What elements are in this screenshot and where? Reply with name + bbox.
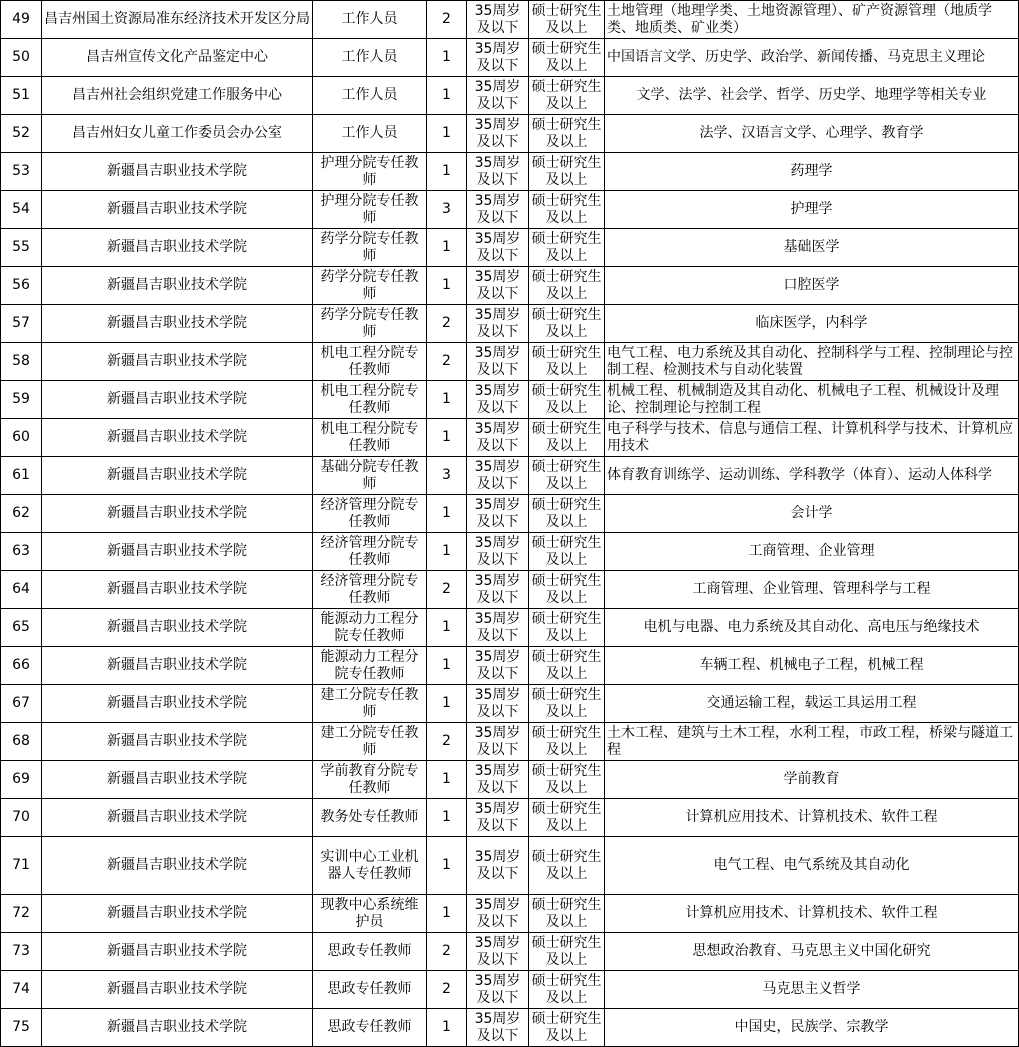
age-requirement: 35周岁及以下 xyxy=(467,1009,529,1047)
table-row xyxy=(1,419,1019,457)
position-title: 能源动力工程分院专任教师 xyxy=(313,647,427,685)
education-requirement: 硕士研究生及以上 xyxy=(529,191,605,229)
table-row xyxy=(1,761,1019,799)
employer-unit: 新疆昌吉职业技术学院 xyxy=(42,761,313,799)
hiring-count: 2 xyxy=(427,305,467,343)
hiring-count: 1 xyxy=(427,381,467,419)
major-requirement: 土地管理（地理学类、土地资源管理）、矿产资源管理（地质学类、地质类、矿业类） xyxy=(605,1,1019,39)
education-requirement: 硕士研究生及以上 xyxy=(529,1009,605,1047)
age-requirement: 35周岁及以下 xyxy=(467,267,529,305)
employer-unit: 新疆昌吉职业技术学院 xyxy=(42,153,313,191)
employer-unit: 新疆昌吉职业技术学院 xyxy=(42,267,313,305)
age-requirement: 35周岁及以下 xyxy=(467,419,529,457)
hiring-count: 1 xyxy=(427,115,467,153)
row-number: 68 xyxy=(1,723,42,761)
table-row xyxy=(1,1009,1019,1047)
major-requirement: 法学、汉语言文学、心理学、教育学 xyxy=(605,115,1019,153)
age-requirement: 35周岁及以下 xyxy=(467,895,529,933)
age-requirement: 35周岁及以下 xyxy=(467,153,529,191)
hiring-count: 1 xyxy=(427,685,467,723)
row-number: 75 xyxy=(1,1009,42,1047)
position-title: 经济管理分院专任教师 xyxy=(313,571,427,609)
position-title: 工作人员 xyxy=(313,77,427,115)
employer-unit: 昌吉州国土资源局准东经济技术开发区分局 xyxy=(42,1,313,39)
hiring-count: 1 xyxy=(427,895,467,933)
education-requirement: 硕士研究生及以上 xyxy=(529,495,605,533)
major-requirement: 药理学 xyxy=(605,153,1019,191)
education-requirement: 硕士研究生及以上 xyxy=(529,305,605,343)
employer-unit: 新疆昌吉职业技术学院 xyxy=(42,229,313,267)
table-row xyxy=(1,685,1019,723)
education-requirement: 硕士研究生及以上 xyxy=(529,571,605,609)
employer-unit: 昌吉州社会组织党建工作服务中心 xyxy=(42,77,313,115)
table-row xyxy=(1,39,1019,77)
hiring-count: 1 xyxy=(427,153,467,191)
table-body xyxy=(1,1,1019,1047)
position-title: 能源动力工程分院专任教师 xyxy=(313,609,427,647)
education-requirement: 硕士研究生及以上 xyxy=(529,799,605,837)
table-row xyxy=(1,533,1019,571)
hiring-count: 1 xyxy=(427,419,467,457)
hiring-count: 1 xyxy=(427,1009,467,1047)
table-row xyxy=(1,153,1019,191)
employer-unit: 新疆昌吉职业技术学院 xyxy=(42,1009,313,1047)
hiring-count: 1 xyxy=(427,761,467,799)
position-title: 经济管理分院专任教师 xyxy=(313,533,427,571)
table-row xyxy=(1,1,1019,39)
position-title: 基础分院专任教师 xyxy=(313,457,427,495)
row-number: 60 xyxy=(1,419,42,457)
employer-unit: 新疆昌吉职业技术学院 xyxy=(42,571,313,609)
row-number: 64 xyxy=(1,571,42,609)
position-title: 机电工程分院专任教师 xyxy=(313,381,427,419)
table-row xyxy=(1,305,1019,343)
employer-unit: 新疆昌吉职业技术学院 xyxy=(42,647,313,685)
age-requirement: 35周岁及以下 xyxy=(467,837,529,895)
table-row xyxy=(1,495,1019,533)
table-row xyxy=(1,77,1019,115)
table-row xyxy=(1,723,1019,761)
major-requirement: 文学、法学、社会学、哲学、历史学、地理学等相关专业 xyxy=(605,77,1019,115)
hiring-count: 1 xyxy=(427,609,467,647)
table-row xyxy=(1,837,1019,895)
major-requirement: 口腔医学 xyxy=(605,267,1019,305)
employer-unit: 新疆昌吉职业技术学院 xyxy=(42,837,313,895)
table-row xyxy=(1,609,1019,647)
table-row xyxy=(1,895,1019,933)
education-requirement: 硕士研究生及以上 xyxy=(529,723,605,761)
position-title: 建工分院专任教师 xyxy=(313,723,427,761)
age-requirement: 35周岁及以下 xyxy=(467,609,529,647)
education-requirement: 硕士研究生及以上 xyxy=(529,761,605,799)
major-requirement: 电气工程、电气系统及其自动化 xyxy=(605,837,1019,895)
employer-unit: 新疆昌吉职业技术学院 xyxy=(42,971,313,1009)
hiring-count: 3 xyxy=(427,457,467,495)
age-requirement: 35周岁及以下 xyxy=(467,1,529,39)
education-requirement: 硕士研究生及以上 xyxy=(529,895,605,933)
education-requirement: 硕士研究生及以上 xyxy=(529,343,605,381)
position-title: 药学分院专任教师 xyxy=(313,305,427,343)
employer-unit: 新疆昌吉职业技术学院 xyxy=(42,191,313,229)
hiring-count: 2 xyxy=(427,971,467,1009)
table-row xyxy=(1,799,1019,837)
age-requirement: 35周岁及以下 xyxy=(467,305,529,343)
hiring-count: 1 xyxy=(427,837,467,895)
hiring-count: 2 xyxy=(427,343,467,381)
position-title: 机电工程分院专任教师 xyxy=(313,419,427,457)
row-number: 71 xyxy=(1,837,42,895)
position-title: 经济管理分院专任教师 xyxy=(313,495,427,533)
row-number: 69 xyxy=(1,761,42,799)
row-number: 61 xyxy=(1,457,42,495)
major-requirement: 计算机应用技术、计算机技术、软件工程 xyxy=(605,895,1019,933)
education-requirement: 硕士研究生及以上 xyxy=(529,153,605,191)
major-requirement: 车辆工程、机械电子工程，机械工程 xyxy=(605,647,1019,685)
hiring-count: 2 xyxy=(427,1,467,39)
row-number: 52 xyxy=(1,115,42,153)
table-row xyxy=(1,381,1019,419)
major-requirement: 工商管理、企业管理 xyxy=(605,533,1019,571)
row-number: 53 xyxy=(1,153,42,191)
position-title: 建工分院专任教师 xyxy=(313,685,427,723)
position-title: 护理分院专任教师 xyxy=(313,153,427,191)
employer-unit: 新疆昌吉职业技术学院 xyxy=(42,895,313,933)
age-requirement: 35周岁及以下 xyxy=(467,381,529,419)
row-number: 54 xyxy=(1,191,42,229)
education-requirement: 硕士研究生及以上 xyxy=(529,381,605,419)
position-title: 药学分院专任教师 xyxy=(313,229,427,267)
row-number: 58 xyxy=(1,343,42,381)
education-requirement: 硕士研究生及以上 xyxy=(529,419,605,457)
education-requirement: 硕士研究生及以上 xyxy=(529,971,605,1009)
position-title: 现教中心系统维护员 xyxy=(313,895,427,933)
table-row xyxy=(1,229,1019,267)
employer-unit: 新疆昌吉职业技术学院 xyxy=(42,933,313,971)
age-requirement: 35周岁及以下 xyxy=(467,191,529,229)
table-row xyxy=(1,191,1019,229)
education-requirement: 硕士研究生及以上 xyxy=(529,685,605,723)
major-requirement: 计算机应用技术、计算机技术、软件工程 xyxy=(605,799,1019,837)
position-title: 学前教育分院专任教师 xyxy=(313,761,427,799)
row-number: 57 xyxy=(1,305,42,343)
hiring-count: 1 xyxy=(427,267,467,305)
employer-unit: 新疆昌吉职业技术学院 xyxy=(42,533,313,571)
age-requirement: 35周岁及以下 xyxy=(467,723,529,761)
major-requirement: 电气工程、电力系统及其自动化、控制科学与工程、控制理论与控制工程、检测技术与自动化装置 xyxy=(605,343,1019,381)
employer-unit: 新疆昌吉职业技术学院 xyxy=(42,495,313,533)
employer-unit: 新疆昌吉职业技术学院 xyxy=(42,343,313,381)
row-number: 50 xyxy=(1,39,42,77)
education-requirement: 硕士研究生及以上 xyxy=(529,229,605,267)
hiring-count: 2 xyxy=(427,933,467,971)
education-requirement: 硕士研究生及以上 xyxy=(529,533,605,571)
major-requirement: 电机与电器、电力系统及其自动化、高电压与绝缘技术 xyxy=(605,609,1019,647)
employer-unit: 新疆昌吉职业技术学院 xyxy=(42,381,313,419)
age-requirement: 35周岁及以下 xyxy=(467,647,529,685)
age-requirement: 35周岁及以下 xyxy=(467,343,529,381)
row-number: 70 xyxy=(1,799,42,837)
hiring-count: 1 xyxy=(427,229,467,267)
position-title: 工作人员 xyxy=(313,39,427,77)
row-number: 49 xyxy=(1,1,42,39)
row-number: 55 xyxy=(1,229,42,267)
hiring-count: 1 xyxy=(427,647,467,685)
age-requirement: 35周岁及以下 xyxy=(467,571,529,609)
table-row xyxy=(1,571,1019,609)
education-requirement: 硕士研究生及以上 xyxy=(529,837,605,895)
employer-unit: 新疆昌吉职业技术学院 xyxy=(42,799,313,837)
row-number: 67 xyxy=(1,685,42,723)
row-number: 74 xyxy=(1,971,42,1009)
age-requirement: 35周岁及以下 xyxy=(467,229,529,267)
table-row xyxy=(1,971,1019,1009)
age-requirement: 35周岁及以下 xyxy=(467,799,529,837)
age-requirement: 35周岁及以下 xyxy=(467,761,529,799)
employer-unit: 新疆昌吉职业技术学院 xyxy=(42,609,313,647)
major-requirement: 学前教育 xyxy=(605,761,1019,799)
major-requirement: 护理学 xyxy=(605,191,1019,229)
table-row xyxy=(1,457,1019,495)
hiring-count: 3 xyxy=(427,191,467,229)
age-requirement: 35周岁及以下 xyxy=(467,533,529,571)
age-requirement: 35周岁及以下 xyxy=(467,39,529,77)
row-number: 72 xyxy=(1,895,42,933)
position-title: 思政专任教师 xyxy=(313,1009,427,1047)
row-number: 63 xyxy=(1,533,42,571)
position-title: 思政专任教师 xyxy=(313,933,427,971)
employer-unit: 新疆昌吉职业技术学院 xyxy=(42,305,313,343)
age-requirement: 35周岁及以下 xyxy=(467,971,529,1009)
table-row xyxy=(1,647,1019,685)
hiring-count: 2 xyxy=(427,723,467,761)
employer-unit: 新疆昌吉职业技术学院 xyxy=(42,457,313,495)
education-requirement: 硕士研究生及以上 xyxy=(529,39,605,77)
hiring-count: 1 xyxy=(427,495,467,533)
education-requirement: 硕士研究生及以上 xyxy=(529,647,605,685)
row-number: 56 xyxy=(1,267,42,305)
age-requirement: 35周岁及以下 xyxy=(467,115,529,153)
table-row xyxy=(1,115,1019,153)
major-requirement: 马克思主义哲学 xyxy=(605,971,1019,1009)
row-number: 66 xyxy=(1,647,42,685)
employer-unit: 昌吉州妇女儿童工作委员会办公室 xyxy=(42,115,313,153)
employer-unit: 新疆昌吉职业技术学院 xyxy=(42,419,313,457)
position-title: 思政专任教师 xyxy=(313,971,427,1009)
major-requirement: 电子科学与技术、信息与通信工程、计算机科学与技术、计算机应用技术 xyxy=(605,419,1019,457)
education-requirement: 硕士研究生及以上 xyxy=(529,267,605,305)
hiring-count: 1 xyxy=(427,799,467,837)
education-requirement: 硕士研究生及以上 xyxy=(529,457,605,495)
major-requirement: 临床医学，内科学 xyxy=(605,305,1019,343)
education-requirement: 硕士研究生及以上 xyxy=(529,609,605,647)
major-requirement: 思想政治教育、马克思主义中国化研究 xyxy=(605,933,1019,971)
position-title: 药学分院专任教师 xyxy=(313,267,427,305)
education-requirement: 硕士研究生及以上 xyxy=(529,933,605,971)
major-requirement: 工商管理、企业管理、管理科学与工程 xyxy=(605,571,1019,609)
position-title: 工作人员 xyxy=(313,1,427,39)
row-number: 65 xyxy=(1,609,42,647)
hiring-count: 1 xyxy=(427,77,467,115)
hiring-count: 1 xyxy=(427,39,467,77)
major-requirement: 土木工程、建筑与土木工程，水利工程，市政工程，桥梁与隧道工程 xyxy=(605,723,1019,761)
age-requirement: 35周岁及以下 xyxy=(467,933,529,971)
education-requirement: 硕士研究生及以上 xyxy=(529,115,605,153)
age-requirement: 35周岁及以下 xyxy=(467,685,529,723)
age-requirement: 35周岁及以下 xyxy=(467,495,529,533)
major-requirement: 会计学 xyxy=(605,495,1019,533)
hiring-count: 2 xyxy=(427,571,467,609)
major-requirement: 中国语言文学、历史学、政治学、新闻传播、马克思主义理论 xyxy=(605,39,1019,77)
employer-unit: 新疆昌吉职业技术学院 xyxy=(42,685,313,723)
position-title: 护理分院专任教师 xyxy=(313,191,427,229)
position-title: 工作人员 xyxy=(313,115,427,153)
table-row xyxy=(1,343,1019,381)
age-requirement: 35周岁及以下 xyxy=(467,77,529,115)
employer-unit: 昌吉州宣传文化产品鉴定中心 xyxy=(42,39,313,77)
row-number: 51 xyxy=(1,77,42,115)
education-requirement: 硕士研究生及以上 xyxy=(529,77,605,115)
table-row xyxy=(1,933,1019,971)
row-number: 73 xyxy=(1,933,42,971)
major-requirement: 交通运输工程，载运工具运用工程 xyxy=(605,685,1019,723)
position-title: 机电工程分院专任教师 xyxy=(313,343,427,381)
education-requirement: 硕士研究生及以上 xyxy=(529,1,605,39)
row-number: 62 xyxy=(1,495,42,533)
age-requirement: 35周岁及以下 xyxy=(467,457,529,495)
major-requirement: 基础医学 xyxy=(605,229,1019,267)
table-row xyxy=(1,267,1019,305)
major-requirement: 体育教育训练学、运动训练、学科教学（体育）、运动人体科学 xyxy=(605,457,1019,495)
position-title: 实训中心工业机器人专任教师 xyxy=(313,837,427,895)
major-requirement: 机械工程、机械制造及其自动化、机械电子工程、机械设计及理论、控制理论与控制工程 xyxy=(605,381,1019,419)
row-number: 59 xyxy=(1,381,42,419)
position-title: 教务处专任教师 xyxy=(313,799,427,837)
hiring-count: 1 xyxy=(427,533,467,571)
major-requirement: 中国史，民族学、宗教学 xyxy=(605,1009,1019,1047)
employer-unit: 新疆昌吉职业技术学院 xyxy=(42,723,313,761)
